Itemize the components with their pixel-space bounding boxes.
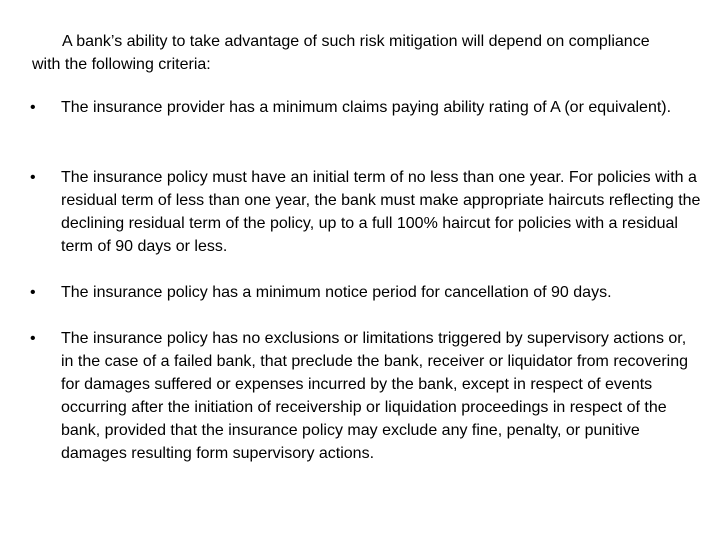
- list-item-text: The insurance policy must have an initial term of no less than one year. For policies with a residual term of less than one year, the bank must make appropriate haircuts reflecting the declining residual term of the policy, up to a full 100% haircut for policies with a residual term of 90 days or less.: [61, 169, 701, 255]
- list-item: [30, 281, 700, 304]
- bullet-icon: •: [30, 330, 36, 347]
- list-item-text: The insurance policy has a minimum notice period for cancellation of 90 days.: [61, 284, 612, 301]
- intro-paragraph: A bank’s ability to take advantage of such risk mitigation will depend on compliance with the following criteria:: [32, 33, 650, 73]
- list-item: [30, 166, 700, 258]
- list-item-text: The insurance provider has a minimum claims paying ability rating of A (or equivalent).: [61, 99, 672, 116]
- list-item-text: The insurance policy has no exclusions or limitations triggered by supervisory actions or, in the case of a failed bank, that preclude the bank, receiver or liquidator from recovering for damages suffered or expenses incurred by the bank, except in respect of events occurring after the initiation of receivership or liquidation proceedings in respect of the bank, provided that the insurance policy may exclude any fine, penalty, or punitive damages resulting form supervisory actions.: [61, 330, 689, 462]
- bullet-icon: •: [30, 169, 36, 186]
- list-item: [30, 96, 700, 119]
- bullet-icon: •: [30, 284, 36, 301]
- bullet-icon: •: [30, 99, 36, 116]
- list-item: [30, 327, 700, 465]
